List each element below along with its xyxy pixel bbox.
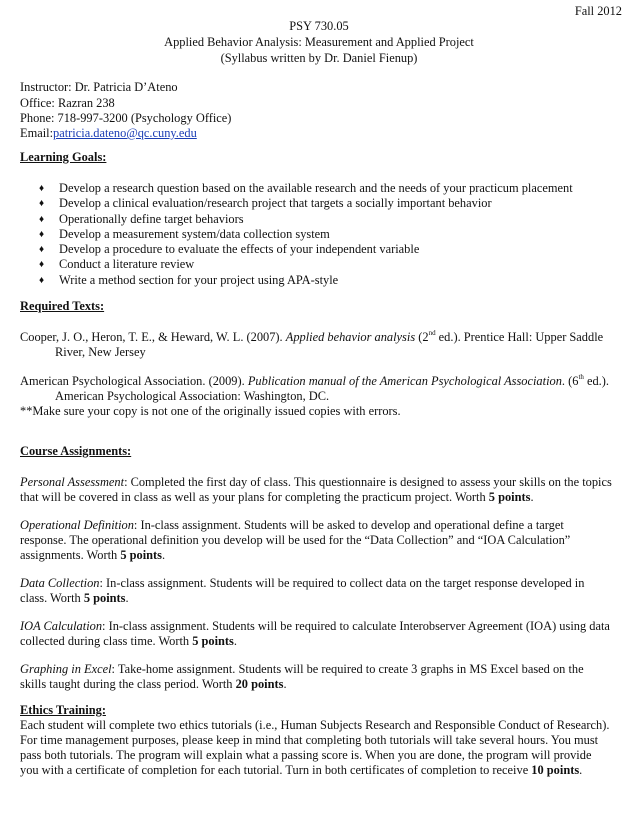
reference-publisher: ed.). Prentice Hall: Upper Saddle (435, 330, 604, 344)
assignment-graphing-line1 (20, 662, 584, 677)
term-label: Fall 2012 (574, 4, 622, 18)
assignment-name: Data Collection (20, 576, 100, 590)
assignment-personal-line1 (20, 475, 612, 490)
assignment-name: Graphing in Excel (20, 662, 112, 676)
course-title: Applied Behavior Analysis: Measurement and Applied Project (164, 35, 474, 49)
assignment-points: 5 points (192, 634, 234, 648)
assignment-points: 5 points (488, 490, 531, 504)
assignment-text-end: . (161, 548, 166, 562)
assignment-name: IOA Calculation (20, 619, 103, 633)
assignment-points: 5 points (83, 591, 126, 605)
email-label: Email: (20, 126, 54, 140)
goal-text: Develop a measurement system/data collection system (59, 227, 330, 241)
assignment-opdef-line2: response. The operational definition you develop will be used for the “Data Collection” and “IOA Calculation” (20, 533, 571, 547)
phone-line: Phone: 718-997-3200 (Psychology Office) (20, 111, 232, 125)
diamond-bullet-icon: ♦ (39, 275, 45, 286)
ethics-line1: Each student will complete two ethics tutorials (i.e., Human Subjects Research and Responsible Conduct of Research). (20, 718, 610, 732)
assignment-name: Personal Assessment (20, 475, 125, 489)
ethics-text-end: . (579, 763, 583, 777)
assignment-text-end: . (530, 490, 534, 504)
assignment-text: class. Worth (20, 591, 84, 605)
ethics-line3: pass both tutorials. The program will explain what a passing score is. When you are done, the program will provide (20, 748, 592, 762)
diamond-bullet-icon: ♦ (39, 198, 45, 209)
goal-text: Develop a procedure to evaluate the effects of your independent variable (59, 242, 420, 256)
reference-title: Publication manual of the American Psychological Association (247, 374, 562, 388)
diamond-bullet-icon: ♦ (39, 229, 45, 240)
edition-superscript: nd (428, 328, 436, 337)
email-link[interactable]: patricia.dateno@qc.cuny.edu (53, 126, 197, 140)
reference-edition: . (6 (561, 374, 579, 388)
assignment-datacoll-line2 (20, 591, 129, 606)
assignment-points: 20 points (235, 677, 284, 691)
email-line (20, 126, 197, 141)
goal-text: Develop a research question based on the available research and the needs of your practicum placement (59, 181, 573, 195)
assignment-text: assignments. Worth (20, 548, 121, 562)
edition-superscript: th (578, 372, 584, 381)
diamond-bullet-icon: ♦ (39, 259, 45, 270)
reference-apa (20, 374, 609, 389)
assignment-text: : Take-home assignment. Students will be required to create 3 graphs in MS Excel based on the (111, 662, 584, 676)
diamond-bullet-icon: ♦ (39, 214, 45, 225)
assignment-text: that will be covered in class as well as your plans for completing the practicum project. Worth (20, 490, 489, 504)
assignment-text-end: . (233, 634, 237, 648)
assignment-opdef-line3 (20, 548, 165, 563)
assignment-text: collected during class time. Worth (20, 634, 193, 648)
reference-edition-end: ed.). (583, 374, 610, 388)
goal-text: Develop a clinical evaluation/research project that targets a socially important behavior (59, 196, 492, 210)
ethics-line4 (20, 763, 582, 778)
required-texts-heading: Required Texts: (20, 299, 105, 313)
assignment-opdef-line1 (20, 518, 564, 533)
diamond-bullet-icon: ♦ (39, 183, 45, 194)
reference-authors: American Psychological Association. (2009). (20, 374, 248, 388)
reference-apa-line2: American Psychological Association: Washington, DC. (55, 389, 330, 403)
syllabus-author: (Syllabus written by Dr. Daniel Fienup) (220, 51, 418, 65)
copy-warning-note: **Make sure your copy is not one of the originally issued copies with errors. (20, 404, 401, 418)
assignment-text: : In-class assignment. Students will be asked to develop and operational define a target (133, 518, 564, 532)
course-assignments-heading: Course Assignments: (20, 444, 132, 458)
reference-cooper (20, 330, 603, 345)
ethics-line2: For time management purposes, please keep in mind that completing both tutorials will take several hours. You must (20, 733, 599, 747)
office-line: Office: Razran 238 (20, 96, 115, 110)
assignment-ioa-line1 (20, 619, 610, 634)
assignment-text: : Completed the first day of class. This questionnaire is designed to assess your skills on the topics (124, 475, 612, 489)
reference-authors: Cooper, J. O., Heron, T. E., & Heward, W. L. (2007). (20, 330, 286, 344)
ethics-text: you with a certificate of completion for each tutorial. Turn in both certificates of completion to receive (20, 763, 532, 777)
assignment-ioa-line2 (20, 634, 237, 649)
assignment-points: 5 points (120, 548, 162, 562)
instructor-line: Instructor: Dr. Patricia D’Ateno (20, 80, 178, 94)
ethics-training-heading: Ethics Training: (20, 703, 106, 717)
reference-cooper-line2: River, New Jersey (55, 345, 146, 359)
ethics-points: 10 points (531, 763, 580, 777)
assignment-graphing-line2 (20, 677, 287, 692)
reference-edition: (2 (415, 330, 429, 344)
assignment-name: Operational Definition (20, 518, 134, 532)
goal-text: Write a method section for your project using APA-style (59, 273, 339, 287)
assignment-personal-line2 (20, 490, 534, 505)
learning-goals-heading: Learning Goals: (20, 150, 107, 164)
assignment-text: : In-class assignment. Students will be required to collect data on the target response developed in (99, 576, 585, 590)
reference-title: Applied behavior analysis (285, 330, 416, 344)
assignment-datacoll-line1 (20, 576, 584, 591)
assignment-text: : In-class assignment. Students will be required to calculate Interobserver Agreement (IOA) using data (102, 619, 610, 633)
assignment-text-end: . (125, 591, 129, 605)
goal-text: Conduct a literature review (59, 257, 195, 271)
diamond-bullet-icon: ♦ (39, 244, 45, 255)
assignment-text-end: . (283, 677, 287, 691)
goal-text: Operationally define target behaviors (59, 212, 244, 226)
assignment-text: skills taught during the class period. Worth (20, 677, 236, 691)
course-number: PSY 730.05 (289, 19, 349, 33)
